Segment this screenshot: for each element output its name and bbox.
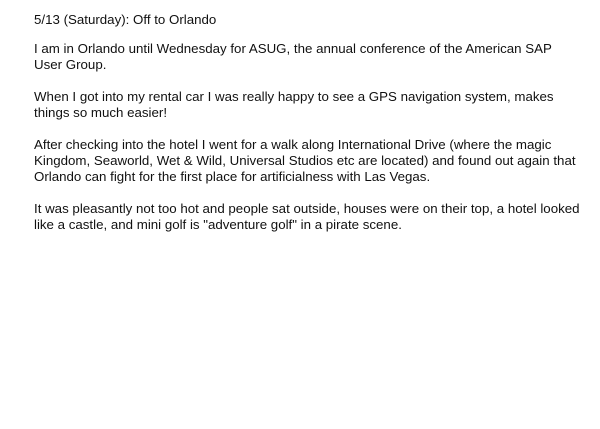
document-page: [34, 12, 590, 249]
paragraph-line: User Group.: [34, 57, 107, 72]
paragraph-line: Orlando can fight for the first place for artificialness with Las Vegas.: [34, 169, 431, 184]
paragraph-international-drive: [34, 137, 590, 185]
document-title: 5/13 (Saturday): Off to Orlando: [34, 12, 217, 27]
paragraph-asug-conference: [34, 41, 590, 73]
paragraph-line: things so much easier!: [34, 105, 168, 120]
paragraph-rental-car: [34, 89, 590, 121]
paragraph-line: After checking into the hotel I went for a walk along International Drive (where the magic: [34, 137, 552, 152]
paragraph-line: When I got into my rental car I was really happy to see a GPS navigation system, makes: [34, 89, 554, 104]
paragraph-line: It was pleasantly not too hot and people sat outside, houses were on their top, a hotel looked: [34, 201, 580, 216]
paragraph-line: I am in Orlando until Wednesday for ASUG, the annual conference of the American SAP: [34, 41, 552, 56]
paragraph-pleasant-weather: [34, 201, 590, 233]
paragraph-line: Kingdom, Seaworld, Wet & Wild, Universal Studios etc are located) and found out again that: [34, 153, 576, 168]
paragraph-line: like a castle, and mini golf is "adventure golf" in a pirate scene.: [34, 217, 402, 232]
